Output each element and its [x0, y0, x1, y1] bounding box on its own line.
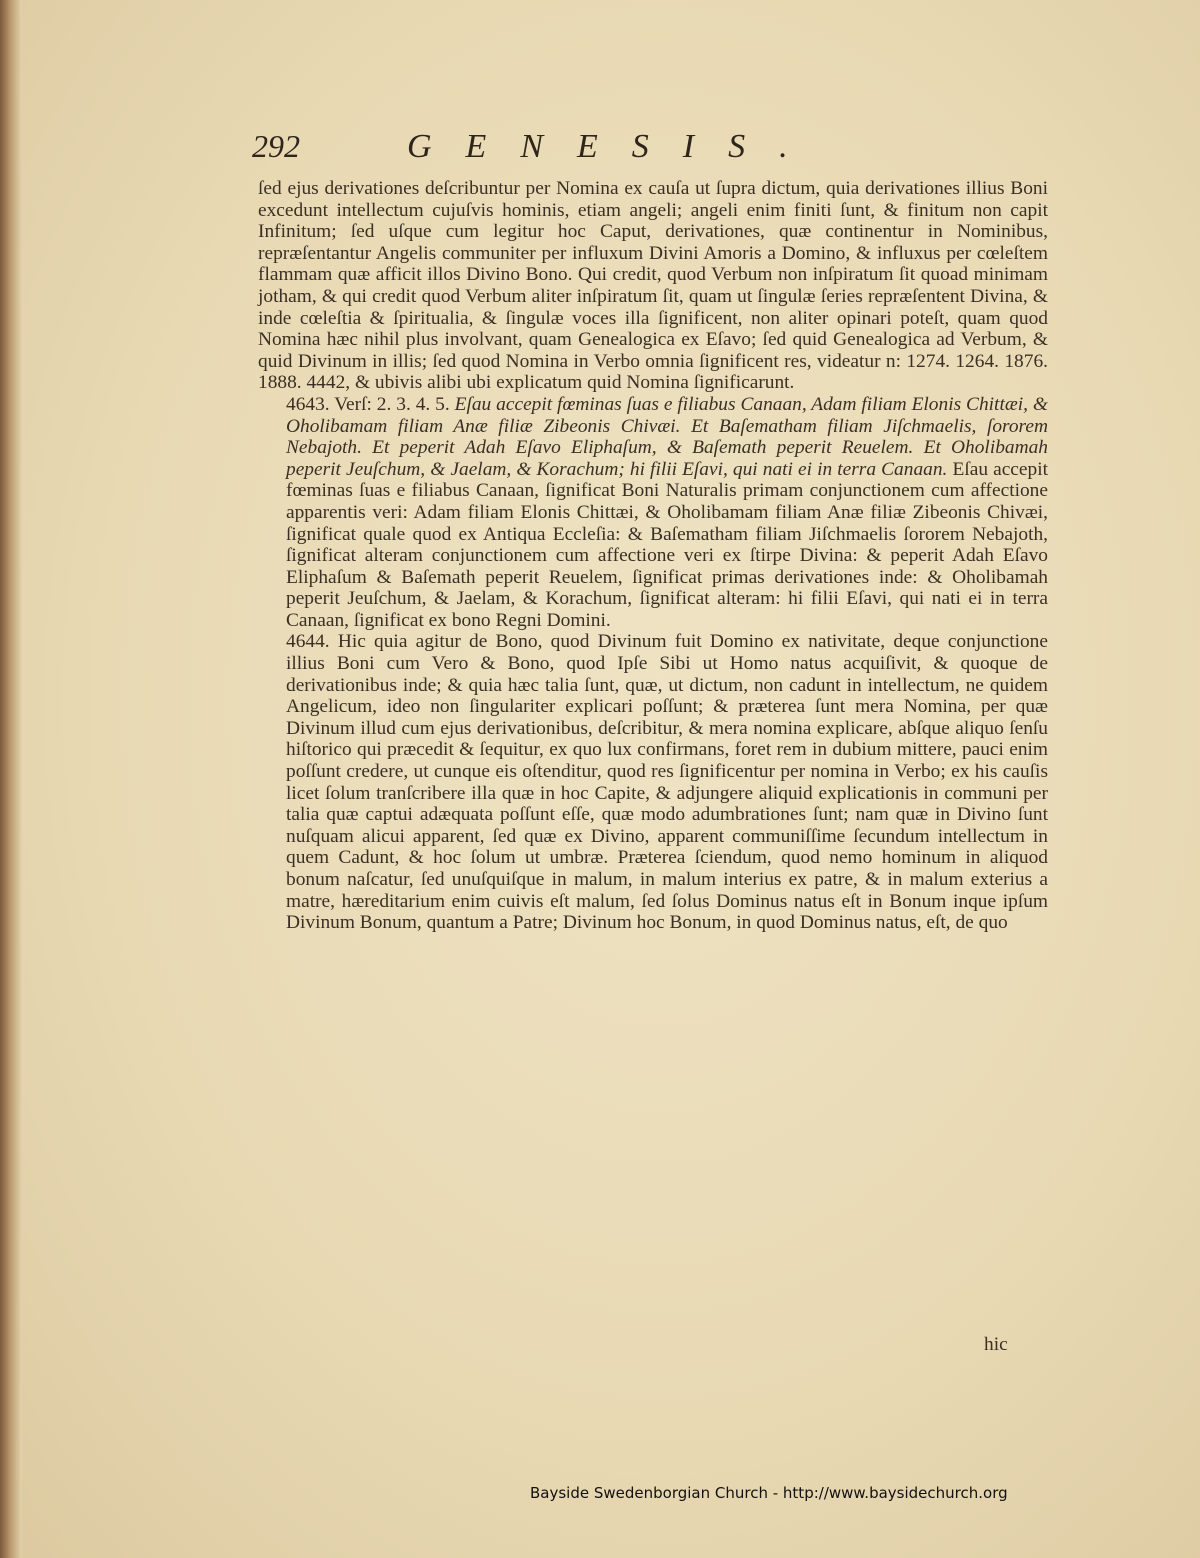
- paragraph-text: Hic quia agitur de Bono, quod Divinum fuit Domino ex nativitate, deque conjunctione illius Boni cum Vero & Bono, quod Ipſe Sibi ut Homo natus acquiſivit, & quoque de derivationibus inde; & quia hæc talia ſunt, quæ, ut dictum, non cadunt in intellectum, ne quidem Angelicum, ideo non ſingulariter explicari poſſunt; & præterea ſunt mera Nomina, per quæ Divinum illud cum ejus derivationibus, deſcribitur, & mera nomina explicare, abſque aliquo ſenſu hiſtorico qui præcedit & ſequitur, ex quo lux confirmans, foret rem in dubium mittere, pauci enim poſſunt credere, ut cunque eis oſtenditur, quod res ſignificentur per nomina in Verbo; ex his cauſis licet ſolum tranſcribere illa quæ in hoc Capite, & adjungere aliquid explicationis in communi per talia quæ captui adæquata poſſunt eſſe, quæ modo adumbrationes ſunt; nam quæ in Divino ſunt nuſquam alicui apparent, ſed quæ ex Divino, apparent communiſſime ſecundum intellectum in quem Cadunt, & hoc ſolum ut umbræ. Præterea ſciendum, quod nemo hominum in aliquod bonum naſcatur, ſed unuſquiſque in malum, in malum interius ex patre, & in malum exterius a matre, hæreditarium enim cuivis eſt malum, ſed ſolus Dominus natus eſt in Bonum inque ipſum Divinum Bonum, quantum a Patre; Divinum hoc Bonum, in quod Dominus natus, eſt, de quo: [286, 631, 1048, 934]
- paragraph-4644: [258, 631, 1048, 933]
- paragraph-text: Eſau accepit fœminas ſuas e filiabus Canaan, ſignificat Boni Naturalis primam conjunctionem cum affectione apparentis veri: Adam filiam Elonis Chittæi, & Oholibamam filiam Anæ filiæ Zibeonis Chivæi, ſignificat quale quod ex Antiqua Eccleſia: & Baſematham filiam Jiſchmaelis ſororem Nebajoth, ſignificat alteram conjunctionem cum affectione veri ex ſtirpe Divina: & peperit Adah Eſavo Eliphaſum & Baſemath peperit Reuelem, ſignificat primas derivationes inde: & Oholibamah peperit Jeuſchum, & Jaelam, & Korachum, ſignificat alteram: hi filii Eſavi, qui nati ei in terra Canaan, ſignificat ex bono Regni Domini.: [286, 458, 1048, 631]
- catchword: hic: [984, 1334, 1008, 1355]
- body-text: [258, 178, 1048, 934]
- paragraph-continued: ſed ejus derivationes deſcribuntur per Nomina ex cauſa ut ſupra dictum, quia derivationes illius Boni excedunt intellectum cujuſvis hominis, etiam angeli; angeli enim finiti ſunt, & finitum non capit Infinitum; ſed uſque cum legitur hoc Caput, derivationes, quæ continentur in Nominibus, repræſentantur Angelis communiter per influxum Divini Amoris a Domino, & influxus per cœleſtem flammam quæ afficit illos Divino Bono. Qui credit, quod Verbum non inſpiratum ſit quoad minimam jotham, & qui credit quod Verbum aliter inſpiratum ſit, quam ut ſingulæ ſeries repræſentent Divina, & inde cœleſtia & ſpiritualia, & ſingulæ voces illa ſignificent, non aliter opinari poteſt, quam quod Nomina hæc nihil plus involvant, quam Genealogica ex Eſavo; ſed quid Genealogica ad Verbum, & quid Divinum in illis; ſed quod Nomina in Verbo omnia ſignificent res, videatur n: 1274. 1264. 1876. 1888. 4442, & ubivis alibi ubi explicatum quid Nomina ſignificarunt.: [258, 178, 1048, 394]
- verse-quotation: Eſau accepit fœminas ſuas e filiabus Canaan, Adam filiam Elonis Chittæi, & Oholibamam filiam Anæ filiæ Zibeonis Chivæi. Et Baſematham filiam Jiſchmaelis, ſororem Nebajoth. Et peperit Adah Eſavo Eliphaſum, & Baſemath peperit Reuelem. Et Oholibamah peperit Jeuſchum, & Jaelam, & Korachum; hi filii Eſavi, qui nati ei in terra Canaan.: [286, 393, 1048, 480]
- paragraph-number: 4643. Verſ: 2. 3. 4. 5.: [286, 393, 450, 415]
- running-title: GENESIS.: [407, 128, 822, 165]
- credit-footer: Bayside Swedenborgian Church - http://www.baysidechurch.org: [530, 1484, 1008, 1502]
- page-number: 292: [252, 128, 300, 164]
- paragraph-4643: [258, 394, 1048, 632]
- running-header: [252, 128, 932, 172]
- page-spine-edge: [0, 0, 22, 1558]
- paragraph-number: 4644.: [286, 631, 330, 653]
